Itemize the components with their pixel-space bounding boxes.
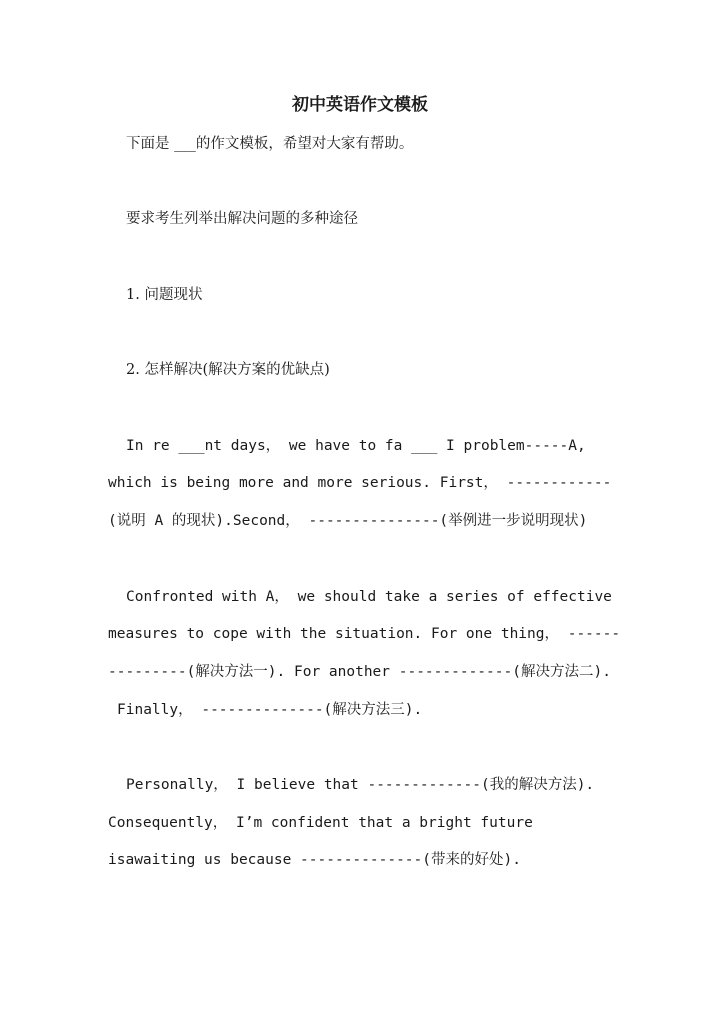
paragraph-1-line-3: (说明 A 的现状).Second， ---------------(举例进一步说明现状) (108, 513, 588, 529)
requirement-line: 要求考生列举出解决问题的多种途径 (126, 211, 358, 227)
paragraph-1-line-2: which is being more and more serious. First， ------------ (108, 475, 612, 491)
paragraph-1-line-1: In re ___nt days， we have to fa ___ I problem-----A, (126, 438, 586, 454)
paragraph-3-line-1: Personally， I believe that -------------(我的解决方法). (126, 777, 595, 793)
document-title: 初中英语作文模板 (292, 95, 428, 115)
point-2: 2. 怎样解决(解决方案的优缺点) (126, 362, 330, 378)
paragraph-2-line-1: Confronted with A， we should take a series of effective (126, 589, 612, 605)
paragraph-2-line-4: Finally， --------------(解决方法三). (117, 702, 423, 718)
intro-line: 下面是 ___的作文模板，希望对大家有帮助。 (126, 136, 414, 152)
paragraph-2-line-3: ---------(解决方法一). For another -------------(解决方法二). (108, 664, 611, 680)
paragraph-2-line-2: measures to cope with the situation. For one thing， ------ (108, 626, 621, 642)
paragraph-3-line-3: isawaiting us because --------------(带来的好处). (108, 852, 521, 868)
point-1: 1. 问题现状 (126, 287, 203, 303)
paragraph-3-line-2: Consequently， I’m confident that a bright future (108, 815, 533, 831)
